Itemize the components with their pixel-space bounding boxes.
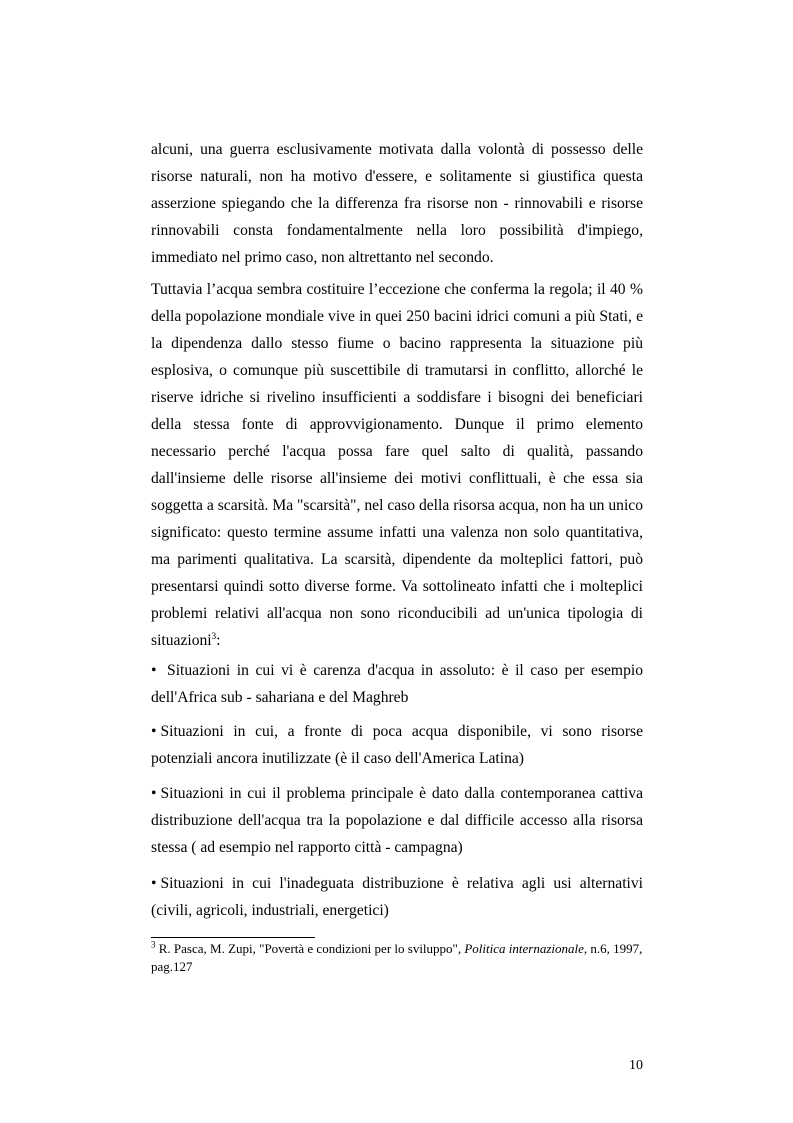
paragraph-main-ending: : [216, 632, 221, 649]
bullet-marker-icon: • [151, 662, 157, 679]
footnote-reference: 3 [211, 630, 217, 641]
paragraph-main [151, 276, 643, 654]
footnote-authors: R. Pasca, M. Zupi, "Povertà e condizioni per lo sviluppo", [155, 941, 465, 956]
footnote-details: , n.6, 1997, pag.127 [151, 941, 643, 974]
page-number: 10 [629, 1058, 643, 1073]
footnote-journal: Politica internazionale [464, 941, 584, 956]
bullet-marker-icon: • [151, 785, 157, 802]
bullet-marker-icon: • [151, 875, 157, 892]
paragraph-main-body: Tuttavia l’acqua sembra costituire l’eccezione che conferma la regola; il 40 % della popolazione mondiale vive in quei 250 bacini idrici comuni a più Stati, e la dipendenza dallo stesso fiume o bacino rappresenta la situazione più esplosiva, o comunque più suscettibile di tramutarsi in conflitto, allorché le riserve idriche si rivelino insufficienti a soddisfare i bisogni dei beneficiari della stessa fonte di approvvigionamento. Dunque il primo elemento necessario perché l'acqua possa fare quel salto di qualità, passando dall'insieme delle risorse all'insieme dei motivi conflittuali, è che essa sia soggetta a scarsità. Ma "scarsità", nel caso della risorsa acqua, non ha un unico significato: questo termine assume infatti una valenza non solo quantitativa, ma parimenti qualitativa. La scarsità, dipendente da molteplici fattori, può presentarsi quindi sotto diverse forme. Va sottolineato infatti che i molteplici problemi relativi all'acqua non sono riconducibili ad un'unica tipologia di situazioni [151, 281, 643, 649]
footnote-divider [151, 937, 315, 938]
bullet-item [151, 657, 643, 711]
paragraph-main-text [151, 276, 643, 654]
bullet-item-text: Situazioni in cui il problema principale è dato dalla contemporanea cattiva distribuzione dell'acqua tra la popolazione e dal difficile accesso alla risorsa stessa ( ad esempio nel rapporto città - campagna) [151, 785, 643, 856]
footnote [151, 940, 643, 976]
bullet-item [151, 780, 643, 861]
bullet-item-text: Situazioni in cui l'inadeguata distribuzione è relativa agli usi alternativi (civili, agricoli, industriali, energetici) [151, 875, 643, 919]
footnote-number: 3 [151, 939, 156, 950]
paragraph-intro-text: alcuni, una guerra esclusivamente motivata dalla volontà di possesso delle risorse naturali, non ha motivo d'essere, e solitamente si giustifica questa asserzione spiegando che la differenza fra risorse non - rinnovabili e risorse rinnovabili consta fondamentalmente nella loro possibilità d'impiego, immediato nel primo caso, non altrettanto nel secondo. [151, 141, 643, 266]
bullet-item [151, 870, 643, 924]
bullet-item-text: Situazioni in cui vi è carenza d'acqua in assoluto: è il caso per esempio dell'Africa sub - sahariana e del Maghreb [151, 662, 643, 706]
bullet-item [151, 718, 643, 772]
bullet-item-text: Situazioni in cui, a fronte di poca acqua disponibile, vi sono risorse potenziali ancora inutilizzate (è il caso dell'America Latina) [151, 723, 643, 767]
bullet-marker-icon: • [151, 723, 157, 740]
paragraph-intro [151, 136, 643, 271]
